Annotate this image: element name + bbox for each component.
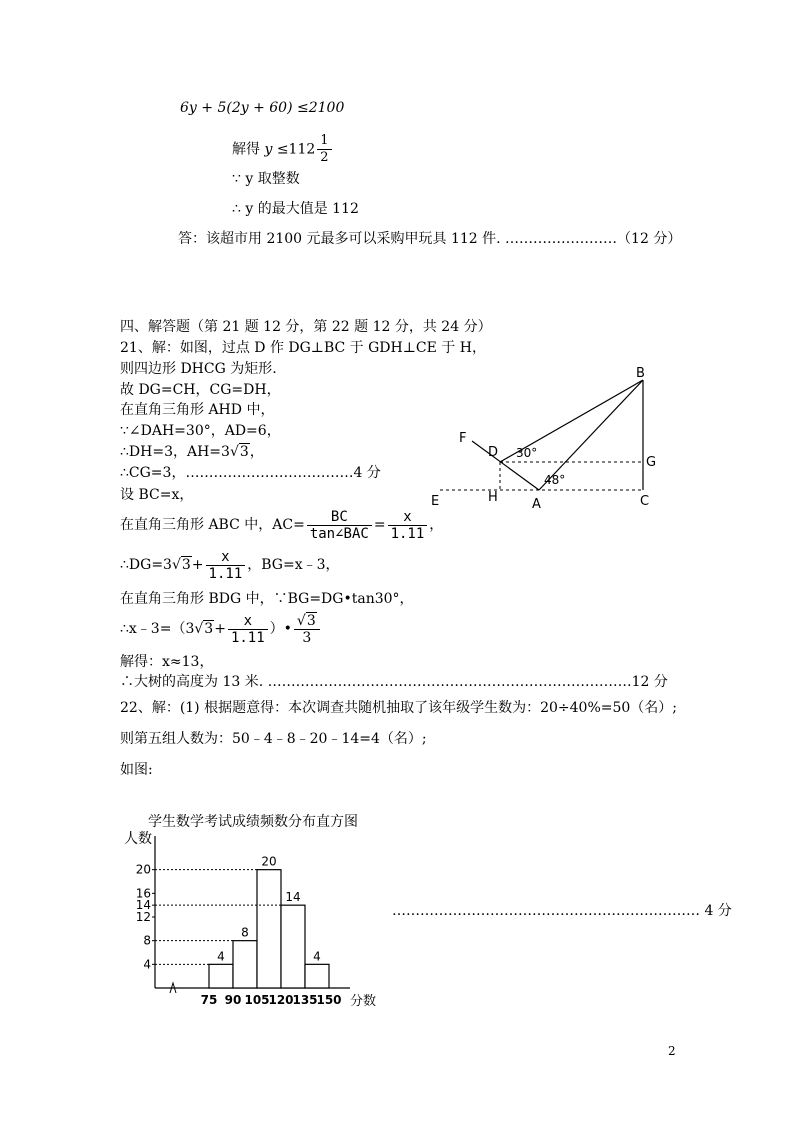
section-heading: 四、解答题（第 21 题 12 分，第 22 题 12 分，共 24 分） [120, 319, 492, 335]
page-number: 2 [668, 1044, 676, 1058]
q21-line-12: ∴x﹣3=（3√3+ $\frac{x}{1.11}$ ）• $\frac{√3}{3}$ [120, 610, 322, 650]
bar [233, 941, 257, 988]
x-tick-label: 90 [224, 993, 242, 1007]
q21-line-13: 解得：x≈13， [120, 654, 214, 670]
angle-48: 48° [544, 473, 566, 487]
sqrt-sign: √3 [194, 621, 214, 637]
y-tick-label: 14 [135, 898, 151, 913]
q22-line-2: 则第五组人数为：50﹣4﹣8﹣20﹣14=4（名）; [120, 731, 427, 747]
sqrt-sign: √3 [171, 557, 191, 573]
q21-line-2: 则四边形 DHCG 为矩形. [120, 361, 277, 377]
bar-value-label: 8 [241, 925, 249, 940]
label-F: F [459, 431, 467, 446]
bar-value-label: 4 [313, 949, 321, 964]
y-tick-label: 16 [135, 886, 151, 901]
fraction-half: $\frac{1}{2}$ [317, 133, 331, 166]
q21-line-10: ∴DG=3√3+ $\frac{x}{1.11}$ ，BG=x﹣3， [120, 546, 340, 586]
label-A: A [532, 497, 541, 512]
q21-line-4: 在直角三角形 AHD 中， [120, 402, 275, 418]
q22-line-3: 如图: [120, 762, 153, 778]
bar-value-label: 14 [285, 890, 301, 905]
label-D: D [488, 445, 499, 460]
angle-30: 30° [516, 446, 538, 460]
q21-line-9: 在直角三角形 ABC 中，AC= $\frac{BC}{\text{tan∠BAC}}$ = $\frac{x}{1.11}$ ， [120, 508, 444, 542]
y-tick-label: 12 [135, 910, 151, 924]
fraction-x-111: $\frac{x}{1.11}$ [388, 509, 428, 542]
bar-value-label: 20 [261, 854, 277, 869]
inequality: 6y + 5(2y + 60) ≤2100 [180, 100, 345, 116]
label-H: H [488, 490, 498, 505]
label-E: E [431, 494, 440, 509]
x-axis-label: 分数 [350, 994, 377, 1009]
fraction-sqrt3-3: $\frac{√3}{3}$ [294, 613, 320, 646]
q21-line-5: ∵∠DAH=30°，AD=6， [120, 423, 281, 439]
q21-line-7: ∴CG=3，………………………………4 分 [120, 465, 381, 481]
y-tick-label: 20 [135, 862, 151, 877]
max-line: ∴ y 的最大值是 112 [232, 201, 359, 217]
q22-line-1: 22、解：(1) 根据题意得：本次调查共随机抽取了该年级学生数为：20÷40%=50（名）; [120, 700, 678, 716]
y-axis-label: 人数 [124, 831, 152, 847]
label-C: C [640, 494, 650, 509]
histogram-chart [110, 808, 410, 1018]
bar [281, 905, 305, 988]
fraction-x-111: $\frac{x}{1.11}$ [206, 549, 246, 582]
x-tick-label: 135 [292, 993, 318, 1007]
fraction-x-111: $\frac{x}{1.11}$ [228, 613, 268, 646]
score-4: ………………………………………………………… 4 分 [392, 903, 732, 919]
bar [209, 964, 233, 988]
solution-line: 解得 y ≤112 $\frac{1}{2}$ [232, 133, 334, 166]
q21-line-1: 21、解：如图，过点 D 作 DG⊥BC 于 GDH⊥CE 于 H， [120, 340, 486, 356]
sqrt-sign: √3 [229, 444, 249, 460]
q21-line-11: 在直角三角形 BDG 中，∵BG=DG•tan30°， [120, 591, 414, 607]
fraction-bc-tan: $\frac{BC}{\text{tan∠BAC}}$ [307, 509, 372, 542]
chart-title: 学生数学考试成绩频数分布直方图 [148, 814, 358, 830]
x-tick-label: 150 [316, 993, 342, 1007]
y-tick-label: 4 [143, 957, 151, 972]
integer-line: ∵ y 取整数 [232, 171, 300, 187]
x-tick-label: 105 [244, 993, 270, 1007]
q21-line-14: ∴大树的高度为 13 米. ……………………………………………………………………12 分 [120, 674, 668, 690]
label-B: B [636, 366, 645, 381]
answer-line: 答：该超市用 2100 元最多可以采购甲玩具 112 件. ……………………（12 分） [178, 231, 682, 247]
q21-line-3: 故 DG=CH，CG=DH， [120, 382, 281, 398]
bar [305, 964, 329, 988]
q21-line-6: ∴DH=3，AH=3√3， [120, 444, 264, 460]
bar [257, 870, 281, 988]
y-tick-label: 8 [143, 933, 151, 948]
x-tick-label: 75 [200, 993, 218, 1007]
x-tick-label: 120 [268, 993, 294, 1007]
label-G: G [646, 455, 657, 470]
bar-value-label: 4 [217, 949, 225, 964]
q21-line-8: 设 BC=x， [120, 487, 194, 503]
